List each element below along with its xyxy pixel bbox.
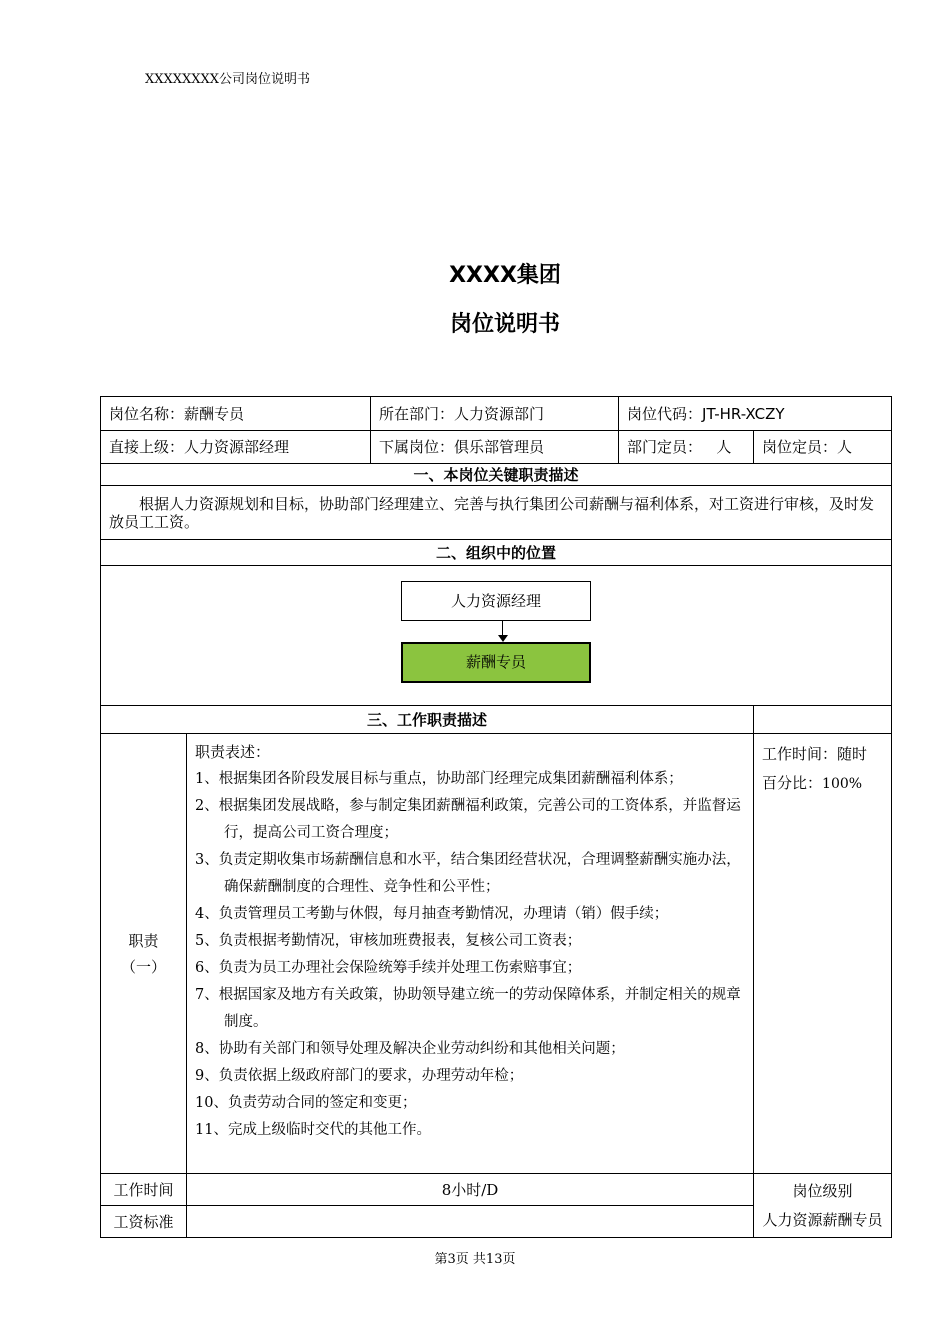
subordinate-cell: 下属岗位：俱乐部管理员 bbox=[371, 431, 619, 464]
list-item: 2、根据集团发展战略，参与制定集团薪酬福利政策，完善公司的工资体系，并监督运行，提高公司工资合理度； bbox=[195, 798, 741, 841]
list-item: 5、负责根据考勤情况，审核加班费报表，复核公司工资表； bbox=[195, 933, 582, 949]
info-row-1 bbox=[101, 397, 892, 431]
org-chart-cell bbox=[101, 566, 892, 706]
position-level-label: 岗位级别 bbox=[792, 1181, 853, 1200]
position-name-cell: 岗位名称：薪酬专员 bbox=[101, 397, 371, 431]
job-description-table bbox=[100, 396, 892, 1238]
position-level-cell bbox=[754, 1174, 892, 1238]
list-item: 11、完成上级临时交代的其他工作。 bbox=[195, 1122, 431, 1138]
list-item: 10、负责劳动合同的签定和变更； bbox=[195, 1095, 417, 1111]
document-header: XXXXXXXX公司岗位说明书 bbox=[145, 72, 311, 87]
salary-standard-value bbox=[187, 1206, 754, 1238]
duty-label: 职责 bbox=[128, 931, 159, 950]
duty-heading: 职责表述： bbox=[195, 743, 271, 761]
duty-label-number: （一） bbox=[120, 957, 166, 976]
list-item: 8、协助有关部门和领导处理及解决企业劳动纠纷和其他相关问题； bbox=[195, 1041, 625, 1057]
section-3-title: 三、工作职责描述 bbox=[101, 706, 754, 734]
document-subtitle: 岗位说明书 bbox=[449, 312, 560, 337]
duty-side-cell bbox=[754, 734, 892, 1174]
list-item: 1、根据集团各阶段发展目标与重点，协助部门经理完成集团薪酬福利体系； bbox=[195, 771, 683, 787]
info-row-2 bbox=[101, 431, 892, 464]
list-item: 7、根据国家及地方有关政策，协助领导建立统一的劳动保障体系，并制定相关的规章制度。 bbox=[195, 987, 741, 1030]
post-quota-cell: 岗位定员：人 bbox=[754, 431, 892, 464]
document-title: XXXX集团 bbox=[449, 263, 561, 288]
work-time-note: 工作时间：随时 bbox=[762, 745, 868, 763]
org-box-salary-specialist: 薪酬专员 bbox=[401, 642, 591, 683]
section-3-side-blank bbox=[754, 706, 892, 734]
list-item: 3、负责定期收集市场薪酬信息和水平，结合集团经营状况，合理调整薪酬实施办法，确保薪酬制度的合理性、竞争性和公平性； bbox=[195, 852, 741, 895]
position-code-cell: 岗位代码：JT-HR-XCZY bbox=[619, 397, 892, 431]
arrow-down-icon bbox=[498, 635, 508, 642]
org-box-hr-manager: 人力资源经理 bbox=[401, 581, 591, 621]
page-number: 第3页 共13页 bbox=[434, 1252, 516, 1267]
list-item: 6、负责为员工办理社会保险统筹手续并处理工伤索赔事宜； bbox=[195, 960, 582, 976]
list-item: 4、负责管理员工考勤与休假，每月抽查考勤情况，办理请（销）假手续； bbox=[195, 906, 669, 922]
org-chart bbox=[101, 567, 891, 705]
percent-value: 100% bbox=[822, 776, 863, 792]
superior-cell: 直接上级：人力资源部经理 bbox=[101, 431, 371, 464]
work-time-label: 工作时间 bbox=[101, 1174, 187, 1206]
position-level-value: 人力资源薪酬专员 bbox=[762, 1210, 883, 1229]
section-1-title: 一、本岗位关键职责描述 bbox=[101, 464, 892, 486]
department-quota-cell: 部门定员： 人 bbox=[619, 431, 754, 464]
list-item: 9、负责依据上级政府部门的要求，办理劳动年检； bbox=[195, 1068, 524, 1084]
percent-note bbox=[762, 769, 883, 799]
salary-standard-label: 工资标准 bbox=[101, 1206, 187, 1238]
percent-label: 百分比： bbox=[762, 774, 823, 792]
section-2-title: 二、组织中的位置 bbox=[101, 540, 892, 566]
duty-list-cell bbox=[187, 734, 754, 1174]
work-time-value: 8小时/D bbox=[187, 1174, 754, 1206]
duty-label-cell bbox=[101, 734, 187, 1174]
key-responsibility-text: 根据人力资源规划和目标，协助部门经理建立、完善与执行集团公司薪酬与福利体系，对工资进行审核，及时发放员工工资。 bbox=[101, 486, 892, 540]
department-cell: 所在部门：人力资源部门 bbox=[371, 397, 619, 431]
